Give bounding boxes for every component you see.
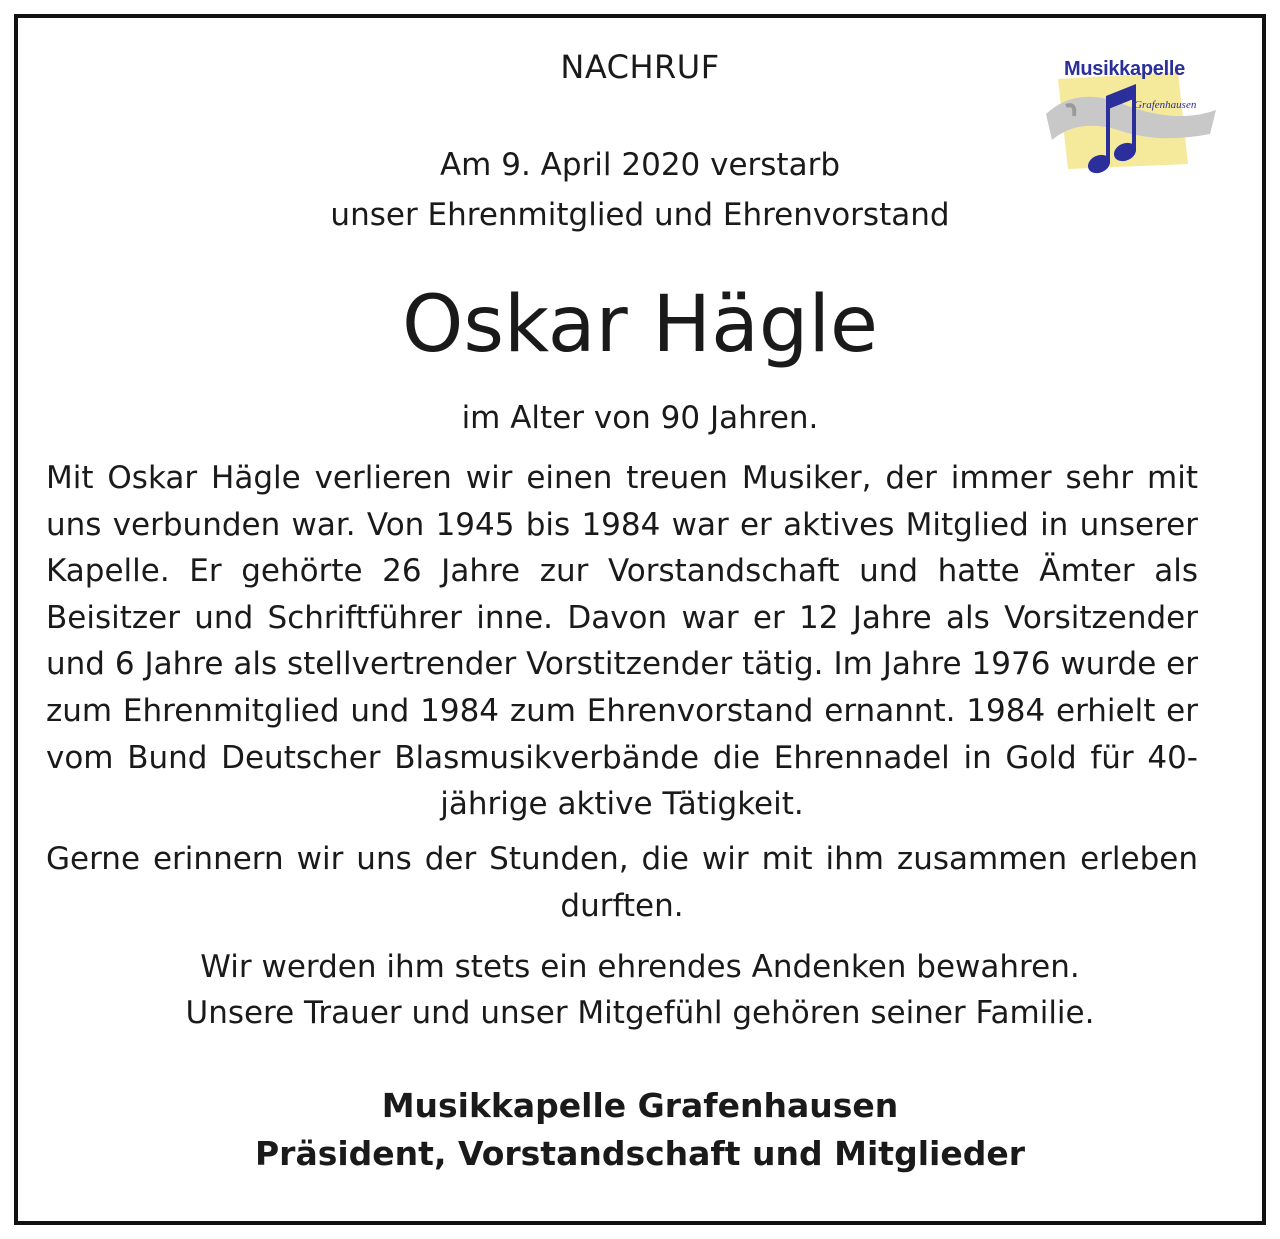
memory-paragraph: Gerne erinnern wir uns der Stunden, die wir mit ihm zusammen erleben durften. [46, 841, 1198, 924]
closing-line-1: Wir werden ihm stets ein ehrendes Andenken bewahren. [200, 949, 1080, 985]
closing-block [0, 944, 1280, 1036]
tribute-paragraph: Mit Oskar Hägle verlieren wir einen treuen Musiker, der immer sehr mit uns verbunden war. Von 1945 bis 1984 war er aktives Mitglied in unserer Kapelle. Er gehörte 26 Jahre zur Vorstandschaft und hatte Ämter als Beisitzer und Schriftführer inne. Davon war er 12 Jahre als Vorsitzender und 6 Jahre als stellvertrender Vorstitzender tätig. Im Jahre 1976 wurde er zum Ehrenmitglied und 1984 zum Ehrenvorstand ernannt. 1984 erhielt er vom Bund Deutscher Blasmusikverbände die Ehrennadel in Gold für 40-jährige aktive Tätigkeit. [46, 460, 1198, 823]
svg-text:Grafenhausen: Grafenhausen [1134, 99, 1197, 111]
deceased-name: Oskar Hägle [401, 280, 879, 370]
closing-line-2: Unsere Trauer und unser Mitgefühl gehören seiner Familie. [185, 995, 1095, 1031]
signature-block [0, 1082, 1280, 1178]
intro-block [0, 140, 1280, 240]
intro-line-2: unser Ehrenmitglied und Ehrenvorstand [330, 197, 950, 233]
age-line: im Alter von 90 Jahren. [461, 400, 819, 436]
obituary-heading: NACHRUF [560, 48, 720, 86]
signature-members: Präsident, Vorstandschaft und Mitglieder [255, 1134, 1025, 1173]
intro-line-1: Am 9. April 2020 verstarb [439, 147, 841, 183]
logo-title: Musikkapelle [1064, 58, 1185, 80]
signature-organization: Musikkapelle Grafenhausen [381, 1086, 899, 1125]
